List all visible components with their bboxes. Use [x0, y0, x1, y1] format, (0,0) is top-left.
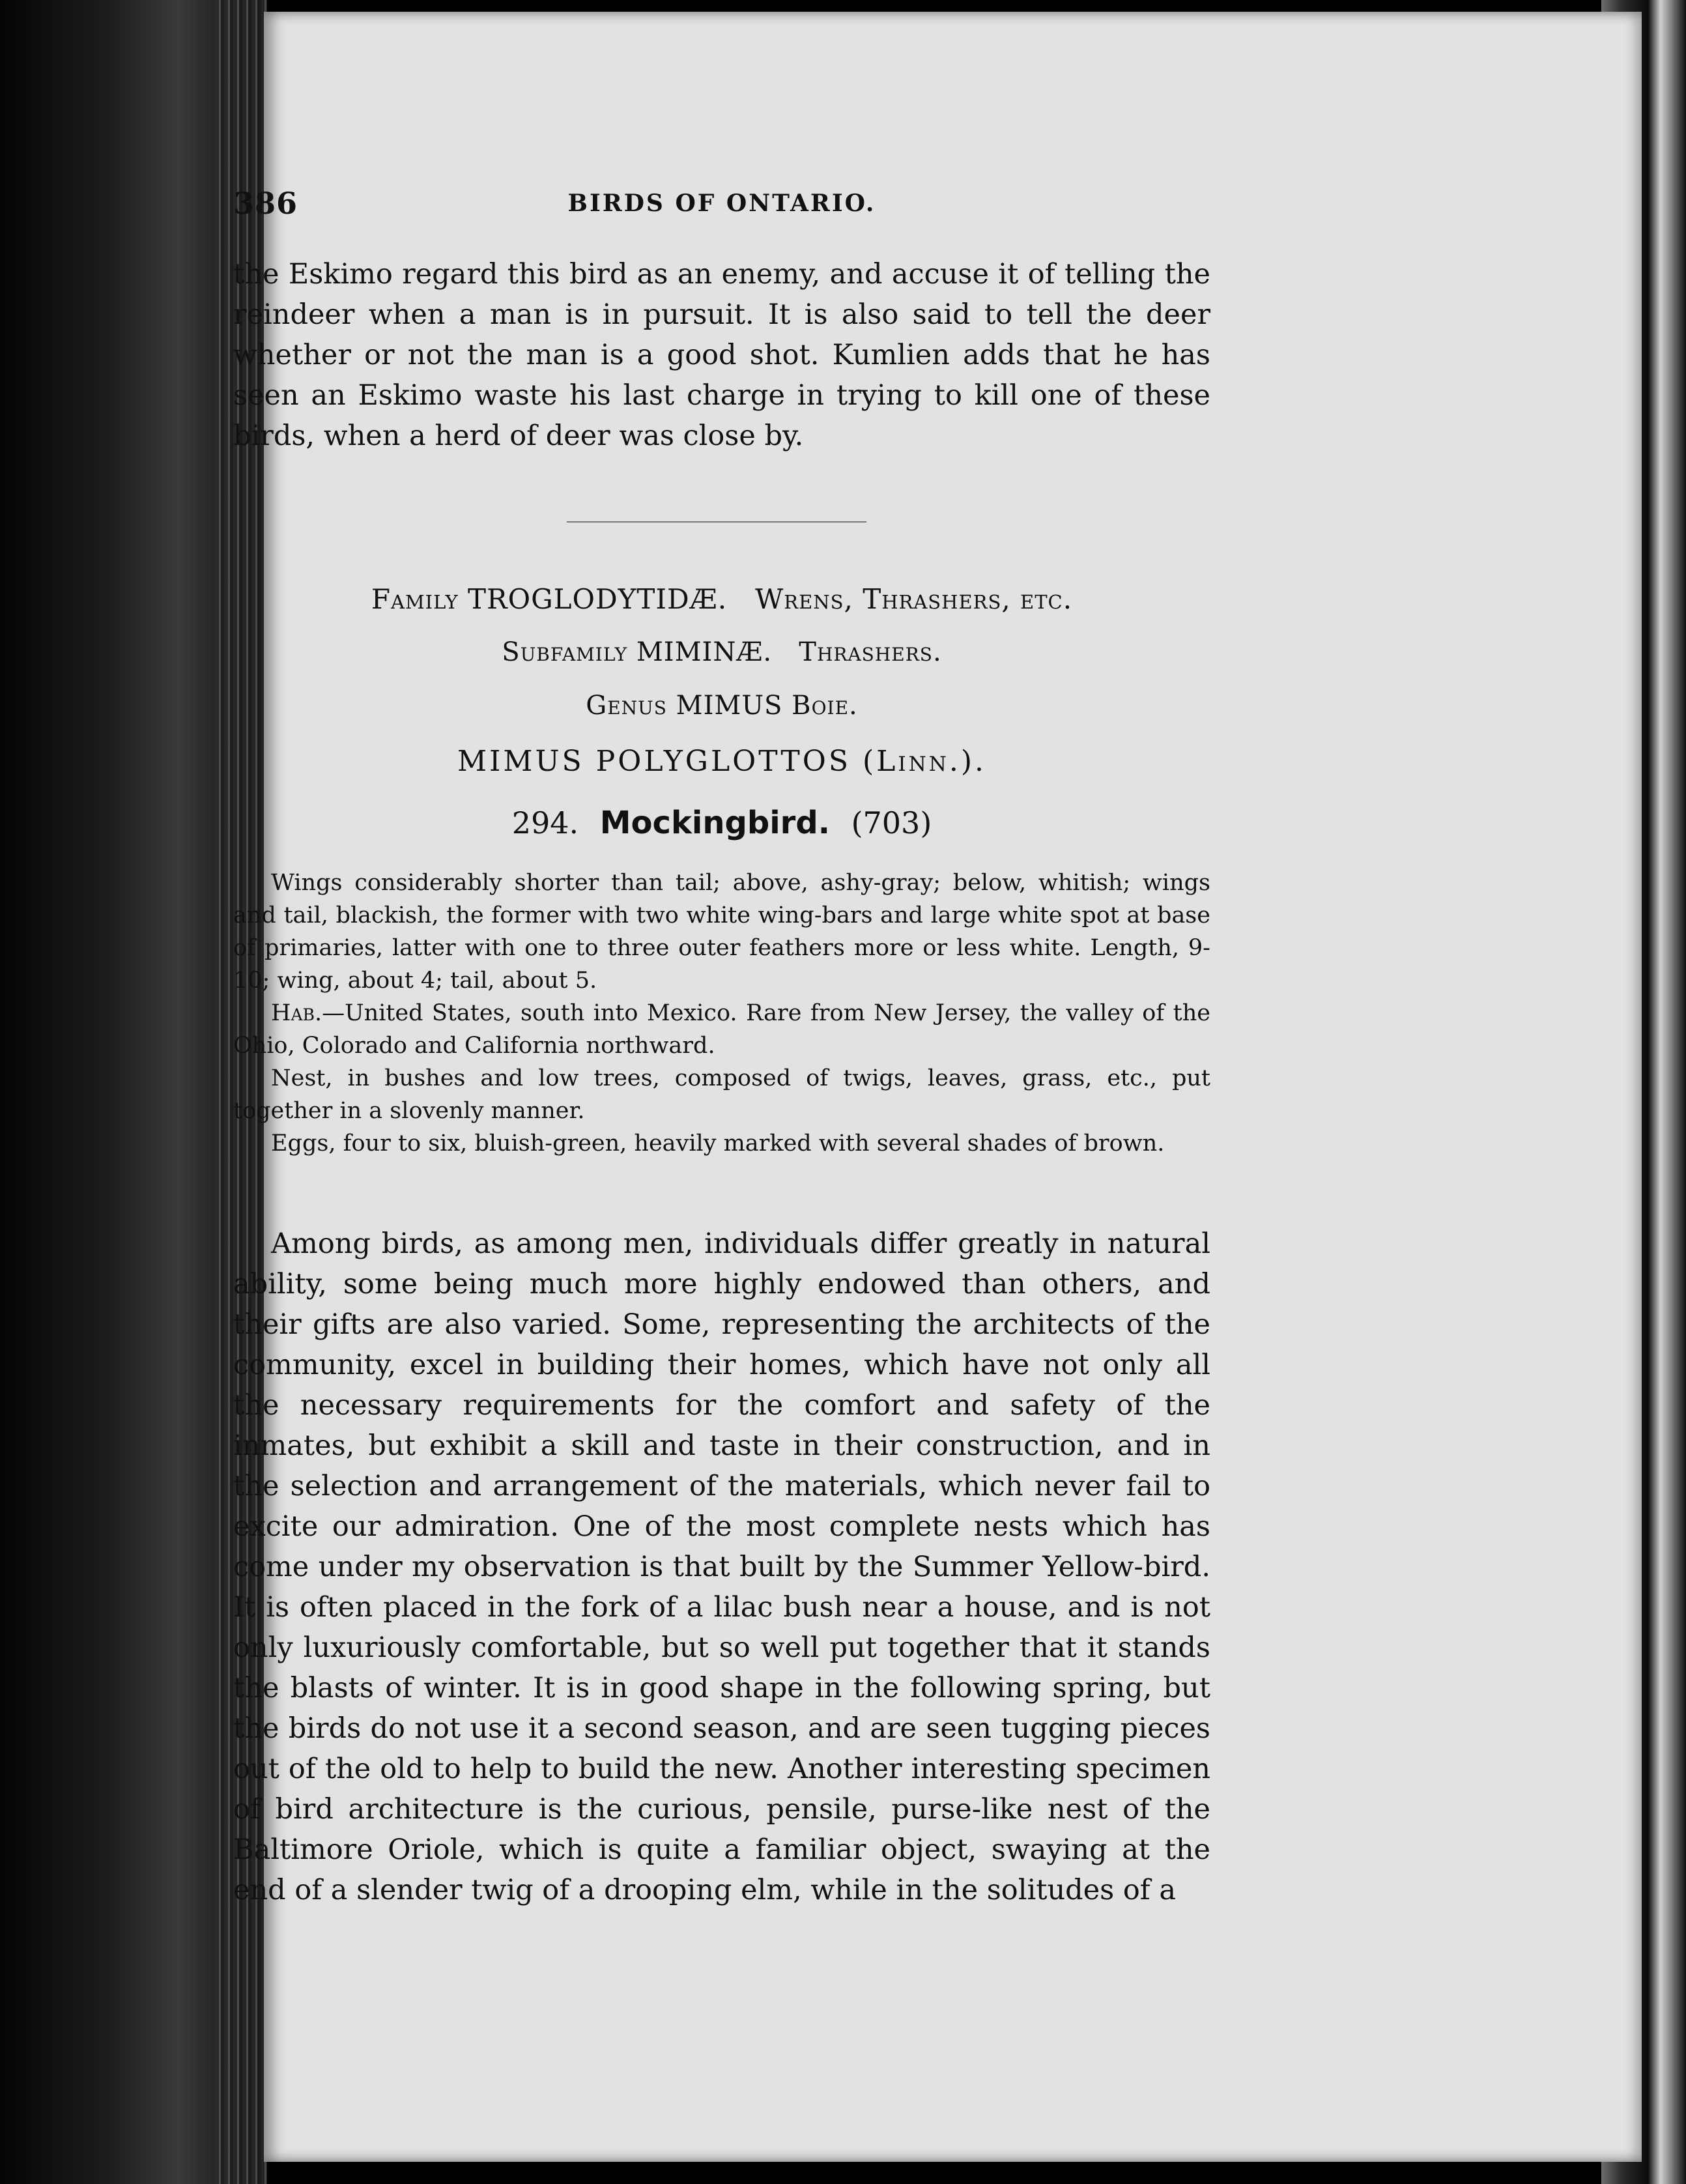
main-text-block — [233, 1224, 1210, 1910]
subfamily-name: MIMINÆ. — [636, 637, 773, 667]
genus-prefix: Genus — [586, 691, 667, 721]
continuation-paragraph-block — [233, 254, 1210, 456]
family-heading — [233, 583, 1210, 615]
subfamily-prefix: Subfamily — [502, 637, 628, 667]
family-common: Wrens, Thrashers, etc. — [755, 583, 1073, 615]
family-name: TROGLODYTIDÆ. — [468, 583, 728, 615]
genus-heading — [233, 691, 1210, 721]
habitat-text: —United States, south into Mexico. Rare from New Jersey, the valley of the Ohio, Colorado and California northward. — [233, 1000, 1210, 1059]
species-author: (Linn.). — [862, 745, 987, 778]
entry-common-name: Mockingbird. — [599, 805, 830, 841]
nest-description: Nest, in bushes and low trees, composed of twigs, leaves, grass, etc., put together in a slovenly manner. — [233, 1065, 1210, 1124]
subfamily-heading — [233, 637, 1210, 667]
species-heading — [233, 745, 1210, 778]
physical-description: Wings considerably shorter than tail; above, ashy-gray; below, whitish; wings and tail, blackish, the former with two white wing-bars and large white spot at base of primaries, latter with one to three outer feathers more or less white. Length, 9-10; wing, about 4; tail, about 5. — [233, 870, 1210, 994]
eggs-description: Eggs, four to six, bluish-green, heavily marked with several shades of brown. — [271, 1130, 1165, 1157]
habitat-label: Hab. — [271, 1000, 322, 1026]
page-number: 386 — [233, 186, 298, 221]
section-divider — [567, 521, 866, 523]
entry-code: (703) — [851, 805, 932, 841]
entry-heading — [233, 805, 1210, 841]
running-head — [233, 186, 1210, 231]
genus-author: Boie. — [792, 691, 858, 721]
continuation-paragraph: the Eskimo regard this bird as an enemy, and accuse it of telling the reindeer when a man is in pursuit. It is also said to tell the deer whether or not the man is a good shot. Kumlien adds that he has seen an Eskimo waste his last charge in trying to kill one of these birds, when a herd of deer was close by. — [233, 258, 1210, 452]
family-prefix: Family — [371, 583, 459, 615]
species-description — [233, 867, 1210, 1160]
genus-name: MIMUS — [676, 691, 783, 721]
main-paragraph: Among birds, as among men, individuals differ greatly in natural ability, some being much more highly endowed than others, and their gifts are also varied. Some, representing the architects of the community, excel in building their homes, which have not only all the necessary requirements for the comfort and safety of the inmates, but exhibit a skill and taste in their construction, and in the selection and arrangement of the materials, which never fail to excite our admiration. One of the most complete nests which has come under my observation is that built by the Summer Yellow-bird. It is often placed in the fork of a lilac bush near a house, and is not only luxuriously comfortable, but so well put together that it stands the blasts of winter. It is in good shape in the following spring, but the birds do not use it a second season, and are seen tugging pieces out of the old to help to build the new. Another interesting specimen of bird architecture is the curious, pensile, purse-like nest of the Baltimore Oriole, which is quite a familiar object, swaying at the end of a slender twig of a drooping elm, while in the solitudes of a — [233, 1228, 1210, 1906]
habitat-description — [233, 997, 1210, 1062]
species-name: MIMUS POLYGLOTTOS — [457, 745, 851, 778]
entry-number: 294. — [511, 805, 579, 841]
subfamily-common: Thrashers. — [799, 637, 942, 667]
running-title: BIRDS OF ONTARIO. — [567, 190, 876, 217]
